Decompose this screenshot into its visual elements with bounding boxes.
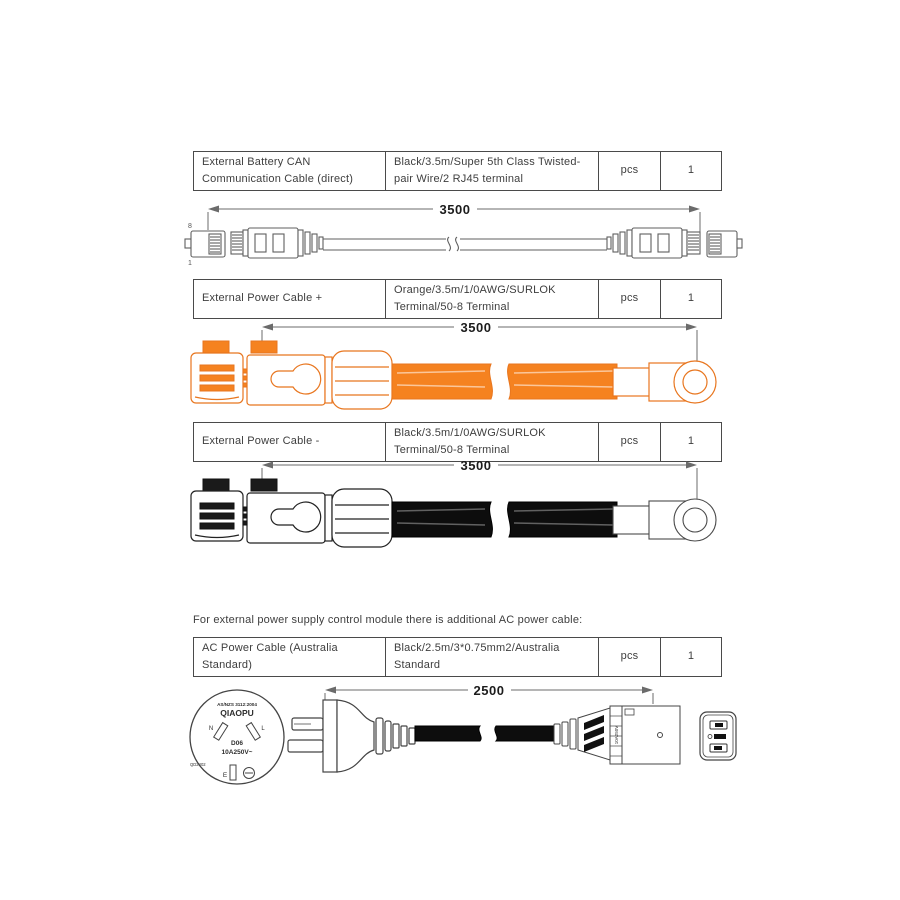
- pin-label-8: 8: [188, 223, 192, 230]
- dimension-label: 2500: [473, 683, 505, 698]
- rj45-plug-left: [231, 228, 446, 258]
- iec-connector-side: [554, 706, 680, 764]
- table-row: [194, 280, 722, 319]
- spec-table-ac-cable: [193, 637, 722, 677]
- power-cable-plus-drawing: [183, 317, 723, 412]
- ring-terminal: [613, 499, 716, 541]
- table-row: [194, 638, 722, 677]
- item-spec-cell: Black/3.5m/1/0AWG/SURLOK Terminal/50-8 Terminal: [386, 423, 599, 462]
- surlok-connector: [243, 479, 392, 547]
- item-unit-cell: pcs: [599, 280, 661, 319]
- iec-connector-end-view: [700, 712, 736, 760]
- item-spec-cell: Black/2.5m/3*0.75mm2/Australia Standard: [386, 638, 599, 677]
- spec-table-can-cable: [193, 151, 722, 191]
- dimension-label: 3500: [439, 202, 471, 217]
- item-unit-cell: pcs: [599, 423, 661, 462]
- rj45-end-view-right: [707, 231, 742, 257]
- au-plug-face: [190, 690, 284, 784]
- rj45-plug-right: [460, 228, 700, 258]
- power-cable: [392, 502, 617, 537]
- earth-label: E: [222, 772, 228, 779]
- item-unit-cell: pcs: [599, 152, 661, 191]
- plug-model-label: D06: [231, 740, 243, 747]
- plug-code-label: QD2402: [190, 762, 206, 767]
- item-name-cell: AC Power Cable (Australia Standard): [194, 638, 386, 677]
- surlok-end-view: [191, 479, 243, 541]
- item-qty-cell: 1: [661, 280, 722, 319]
- item-spec-cell: Orange/3.5m/1/0AWG/SURLOK Terminal/50-8 Terminal: [386, 280, 599, 319]
- item-qty-cell: 1: [661, 638, 722, 677]
- item-name-cell: External Power Cable -: [194, 423, 386, 462]
- ac-cable-drawing: [180, 678, 740, 790]
- ac-cable-note: For external power supply control module there is additional AC power cable:: [193, 614, 583, 626]
- plug-standard-label: AS/NZS 3112:2004: [217, 702, 257, 707]
- item-qty-cell: 1: [661, 152, 722, 191]
- surlok-connector: [243, 341, 392, 409]
- ac-cord: [415, 726, 554, 741]
- item-name-cell: External Power Cable +: [194, 280, 386, 319]
- live-label: L: [261, 726, 265, 732]
- pin-label-1: 1: [188, 260, 192, 267]
- plug-brand-label: QIAOPU: [220, 708, 254, 718]
- item-unit-cell: pcs: [599, 638, 661, 677]
- ring-terminal: [613, 361, 716, 403]
- spec-table-power-plus: [193, 279, 722, 319]
- connector-rating-label: 10A250V: [614, 725, 619, 745]
- power-cable-minus-drawing: [183, 455, 723, 550]
- item-spec-cell: Black/3.5m/Super 5th Class Twisted-pair Wire/2 RJ45 terminal: [386, 152, 599, 191]
- item-qty-cell: 1: [661, 423, 722, 462]
- can-cable-drawing: [183, 197, 743, 267]
- plug-rating-label: 10A250V~: [221, 749, 253, 756]
- cable-break: [448, 237, 459, 251]
- item-name-cell: External Battery CAN Communication Cable (direct): [194, 152, 386, 191]
- neutral-label: N: [208, 726, 214, 732]
- au-plug-side: [288, 700, 415, 772]
- table-row: [194, 152, 722, 191]
- dimension-2500: [325, 683, 653, 704]
- rj45-end-view-left: [185, 223, 225, 267]
- power-cable: [392, 364, 617, 399]
- dimension-label: 3500: [460, 458, 492, 473]
- surlok-end-view: [191, 341, 243, 403]
- dimension-label: 3500: [460, 320, 492, 335]
